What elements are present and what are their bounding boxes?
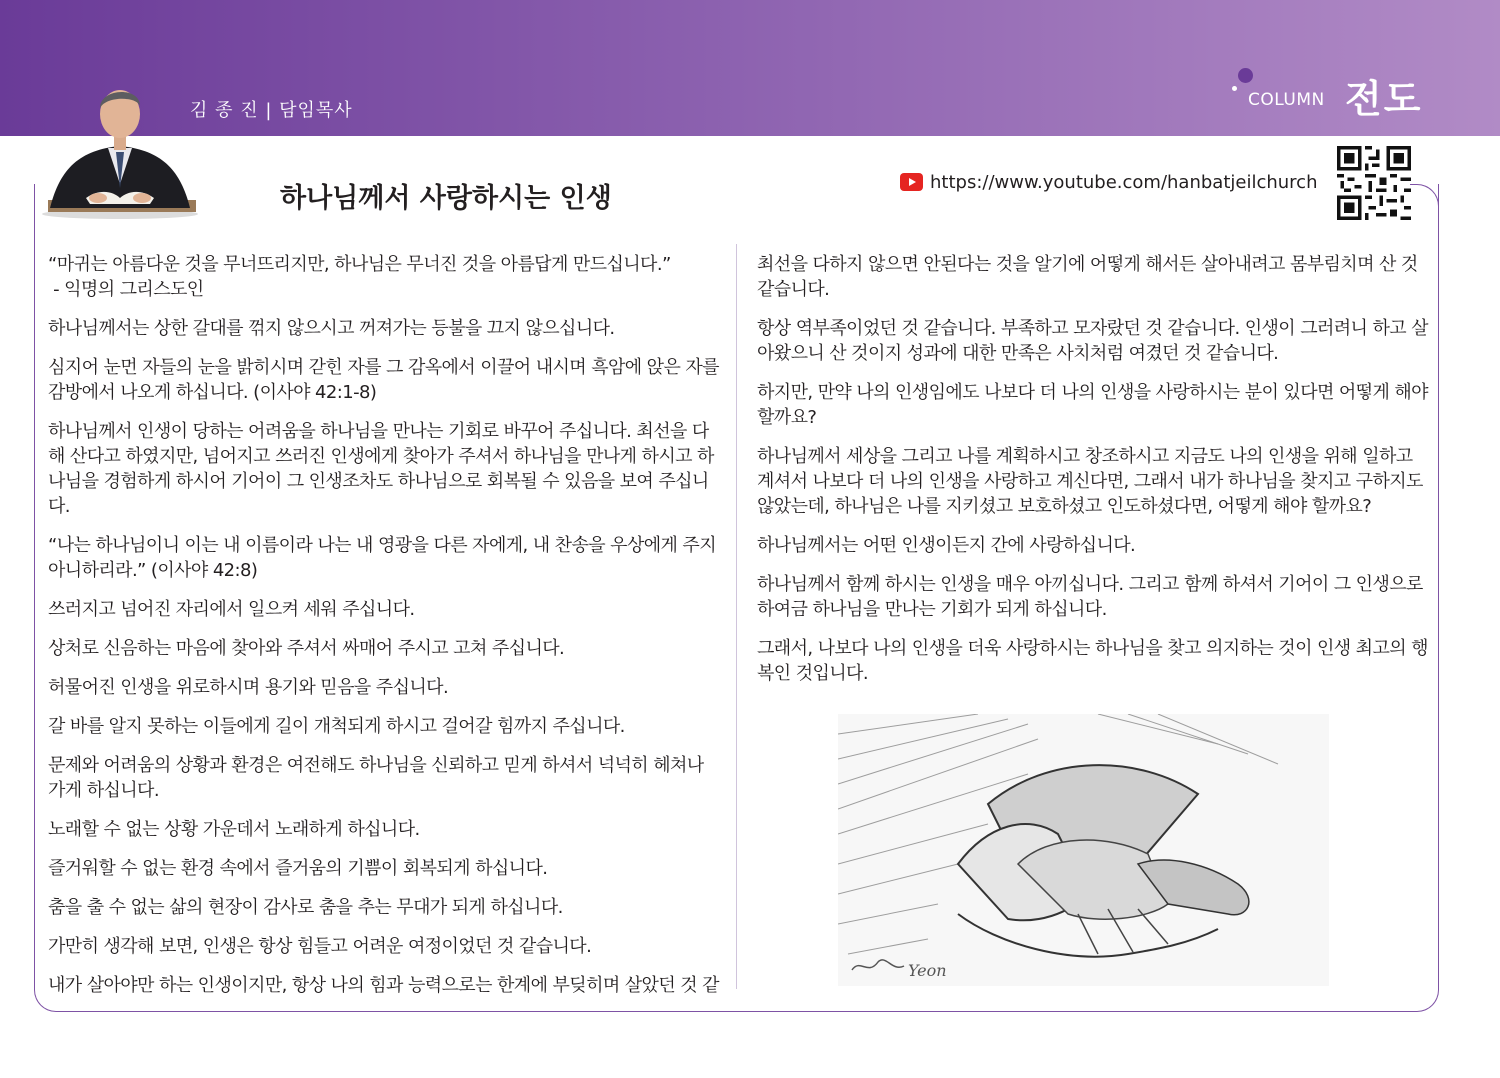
paragraph [48,252,720,302]
paragraph: 하지만, 만약 나의 인생임에도 나보다 더 나의 인생을 사랑하시는 분이 있다면 어떻게 해야 할까요? [757,382,1428,428]
paragraph: 즐거워할 수 없는 환경 속에서 즐거움의 기쁨이 회복되게 하십니다. [48,858,548,879]
paragraph: 항상 역부족이었던 것 같습니다. 부족하고 모자랐던 것 같습니다. 인생이 그러려니 하고 살아왔으니 산 것이지 성과에 대한 만족은 사치처럼 여겼던 것 같습니다. [757,318,1428,364]
left-column [48,252,720,1012]
column-divider [736,244,737,989]
paragraph: 문제와 어려움의 상황과 환경은 여전해도 하나님을 신뢰하고 믿게 하셔서 넉넉히 헤쳐나가게 하십니다. [48,755,704,801]
paragraph: 하나님께서는 어떤 인생이든지 간에 사랑하십니다. [757,535,1136,556]
paragraph: 최선을 다하지 않으면 안된다는 것을 알기에 어떻게 해서든 살아내려고 몸부림치며 산 것 같습니다. [757,254,1418,300]
paragraph: “나는 하나님이니 이는 내 이름이라 나는 내 영광을 다른 자에게, 내 찬송을 우상에게 주지 아니하리라.” (이사야 42:8) [48,535,717,581]
paragraph: 가만히 생각해 보면, 인생은 항상 힘들고 어려운 여정이었던 것 같습니다. [48,936,592,957]
paragraph: 하나님께서는 상한 갈대를 꺾지 않으시고 꺼져가는 등불을 끄지 않으십니다. [48,318,615,339]
paragraph: 심지어 눈먼 자들의 눈을 밝히시며 갇힌 자를 그 감옥에서 이끌어 내시며 흑암에 앉은 자를 감방에서 나오게 하십니다. (이사야 42:1-8) [48,357,719,403]
dot-decoration [1238,68,1253,83]
paragraph: 허물어진 인생을 위로하시며 용기와 믿음을 주십니다. [48,677,449,698]
dot-decoration-small [1232,86,1237,91]
paragraph: 상처로 신음하는 마음에 찾아와 주셔서 싸매어 주시고 고쳐 주십니다. [48,638,565,659]
article-title: 하나님께서 사랑하시는 인생 [280,183,612,214]
paragraph: 노래할 수 없는 상황 가운데서 노래하게 하십니다. [48,819,420,840]
paragraph: 갈 바를 알지 못하는 이들에게 길이 개척되게 하시고 걸어갈 힘까지 주십니다. [48,716,625,737]
hand-illustration [838,714,1329,986]
paragraph: 내가 살아야만 하는 인생이지만, 항상 나의 힘과 능력으로는 한계에 부딪히며 살았던 것 같 [48,975,719,996]
right-column [757,252,1429,700]
column-label: COLUMN [1248,90,1325,110]
paragraph: 그래서, 나보다 나의 인생을 더욱 사랑하시는 하나님을 찾고 의지하는 것이 인생 최고의 행복인 것입니다. [757,638,1428,684]
author-byline: 김 종 진 | 담임목사 [190,100,353,121]
column-title: 전도 [1345,77,1423,121]
quote-attribution: - 익명의 그리스도인 [48,279,204,300]
paragraph: 하나님께서 세상을 그리고 나를 계획하시고 창조하시고 지금도 나의 인생을 위해 일하고 계셔서 나보다 더 나의 인생을 사랑하고 계신다면, 그래서 내가 하나님을 찾지고 구하지도 않았는데, 하나님은 나를 지키셨고 보호하셨고 인도하셨다면, 어떻게 해야 할까요? [757,446,1423,517]
paragraph: 하나님께서 함께 하시는 인생을 매우 아끼십니다. 그리고 함께 하셔서 기어이 그 인생으로 하여금 하나님을 만나는 기회가 되게 하십니다. [757,574,1423,620]
quote-text: “마귀는 아름다운 것을 무너뜨리지만, 하나님은 무너진 것을 아름답게 만드십니다.” [48,254,671,275]
youtube-url[interactable]: https://www.youtube.com/hanbatjeilchurch [930,171,1318,193]
paragraph: 춤을 출 수 없는 삶의 현장이 감사로 춤을 추는 무대가 되게 하십니다. [48,897,563,918]
illustration-signature: Yeon [908,961,947,980]
column-tag [1230,64,1430,124]
paragraph: 하나님께서 인생이 당하는 어려움을 하나님을 만나는 기회로 바꾸어 주십니다. 최선을 다해 산다고 하였지만, 넘어지고 쓰러진 인생에게 찾아가 주셔서 하나님을 만나게 하시고 하나님을 경험하게 하시어 기어이 그 인생조차도 하나님으로 회복될 수 있음을 보여 주십니다. [48,421,714,517]
paragraph: 쓰러지고 넘어진 자리에서 일으켜 세워 주십니다. [48,599,415,620]
